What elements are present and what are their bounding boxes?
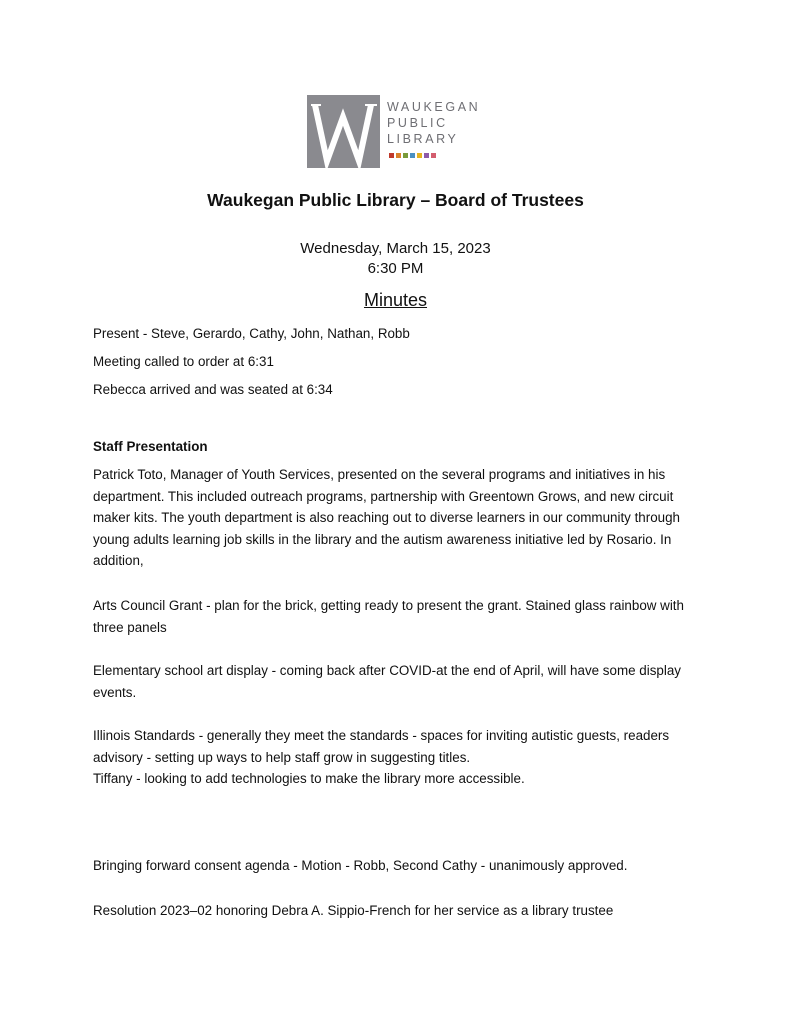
logo-color-square [389, 153, 394, 158]
library-logo [307, 95, 497, 169]
logo-w-box [307, 95, 380, 168]
illinois-standards-paragraph: Illinois Standards - generally they meet the standards - spaces for inviting autistic guests, readers advisory - setting up ways to help staff grow in suggesting titles. [93, 728, 670, 765]
logo-color-square [431, 153, 436, 158]
resolution-line: Resolution 2023–02 honoring Debra A. Sippio-French for her service as a library trustee [93, 903, 614, 918]
document-title: Waukegan Public Library – Board of Trustees [207, 190, 584, 210]
meeting-date: Wednesday, March 15, 2023 [300, 240, 491, 257]
logo-color-square [410, 153, 415, 158]
meeting-datetime [0, 239, 791, 279]
staff-presentation-heading: Staff Presentation [93, 439, 208, 454]
staff-presentation-paragraph: Patrick Toto, Manager of Youth Services, presented on the several programs and initiatives in his department. This included outreach programs, partnership with Greentown Grows, and new circuit maker kits. The youth department is also reaching out to diverse learners in our community through young adults learning job skills in the library and the autism awareness initiative led by Rosario. In addition, [93, 467, 680, 568]
elementary-display-paragraph: Elementary school art display - coming back after COVID-at the end of April, will have some display events. [93, 663, 681, 700]
minutes-heading-text: Minutes [363, 290, 428, 310]
logo-color-square [403, 153, 408, 158]
call-to-order-line: Meeting called to order at 6:31 [93, 354, 274, 369]
logo-word: WAUKEGAN [387, 100, 481, 114]
logo-color-squares [389, 153, 436, 158]
attendance-line: Present - Steve, Gerardo, Cathy, John, Nathan, Robb [93, 326, 410, 341]
logo-color-square [417, 153, 422, 158]
logo-color-square [396, 153, 401, 158]
late-arrival-line: Rebecca arrived and was seated at 6:34 [93, 382, 333, 397]
meeting-time: 6:30 PM [367, 260, 424, 277]
logo-w-icon [307, 95, 380, 168]
arts-council-paragraph: Arts Council Grant - plan for the brick, getting ready to present the grant. Stained glass rainbow with three panels [93, 598, 684, 635]
logo-word: LIBRARY [387, 132, 459, 146]
logo-word: PUBLIC [387, 116, 448, 130]
accessibility-paragraph: Tiffany - looking to add technologies to make the library more accessible. [93, 771, 525, 786]
consent-agenda-line: Bringing forward consent agenda - Motion - Robb, Second Cathy - unanimously approved. [93, 858, 628, 873]
logo-wordmark [387, 99, 480, 147]
logo-color-square [424, 153, 429, 158]
minutes-heading [0, 290, 791, 311]
